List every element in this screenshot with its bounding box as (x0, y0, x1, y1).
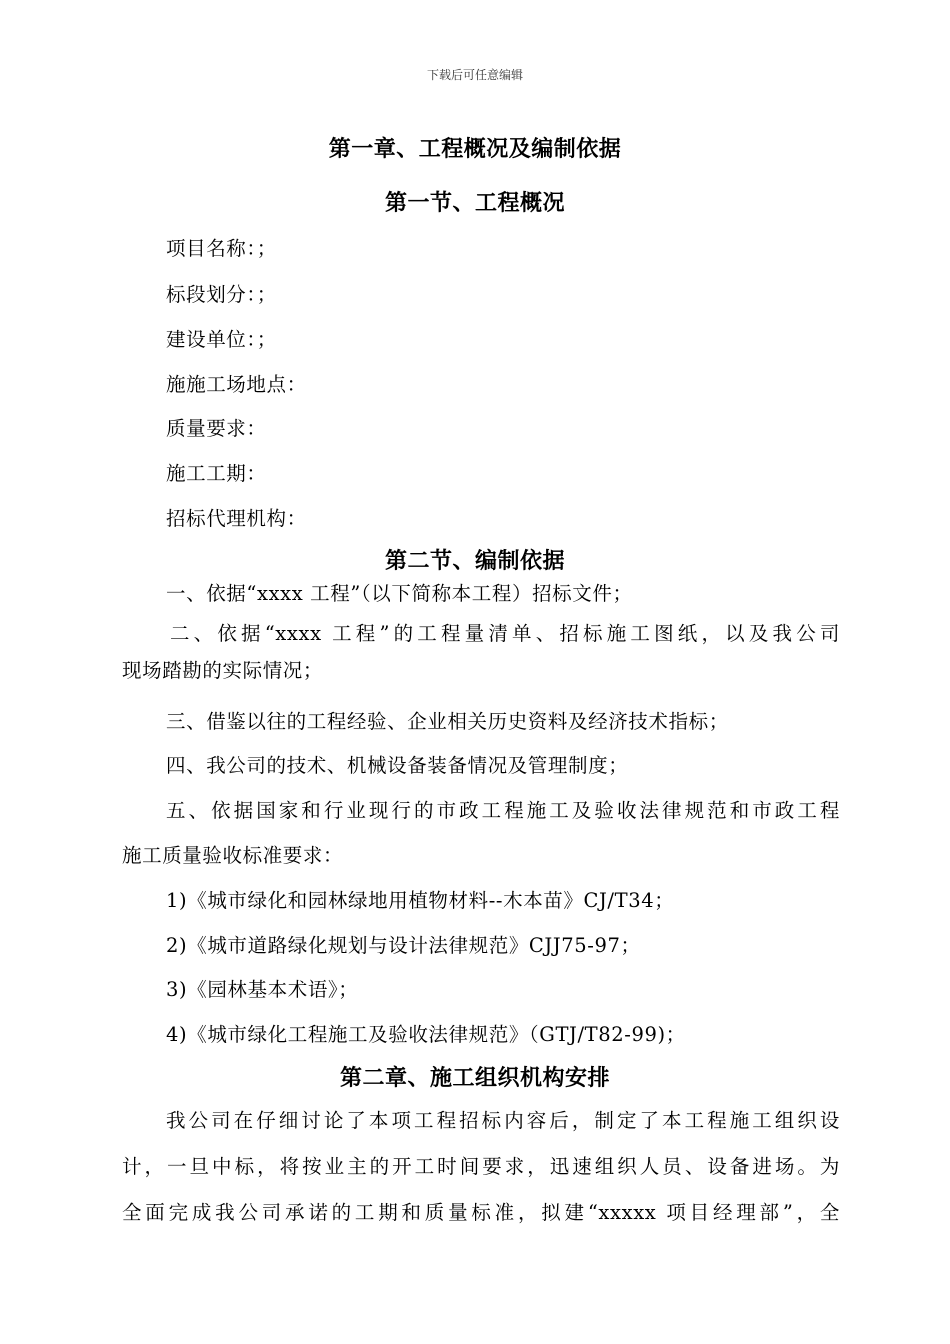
page-header: 下载后可任意编辑 (426, 68, 523, 82)
overview-bid-section: 标段划分：； (166, 283, 277, 306)
standard-item-3: 3)《园林基本术语》； (166, 978, 359, 1001)
basis-item-2-line-2: 现场踏勘的实际情况； (122, 659, 324, 682)
standard-item-2: 2)《城市道路绿化规划与设计法律规范》CJJ75-97； (166, 934, 641, 957)
chapter-2-para-line-3: 全面完成我公司承诺的工期和质量标准，拟建“xxxxx 项目经理部”，全 (122, 1201, 840, 1224)
chapter-1-title: 第一章、工程概况及编制依据 (328, 136, 622, 162)
overview-agency: 招标代理机构： (166, 507, 307, 530)
basis-item-4: 四、我公司的技术、机械设备装备情况及管理制度； (166, 754, 629, 777)
standard-item-1: 1)《城市绿化和园林绿地用植物材料--木本苗》CJ/T34； (166, 889, 675, 912)
basis-item-3: 三、借鉴以往的工程经验、企业相关历史资料及经济技术指标； (166, 710, 729, 733)
chapter-2-para-line-1: 我公司在仔细讨论了本项工程招标内容后，制定了本工程施工组织设 (166, 1109, 840, 1132)
basis-item-5-line-1: 五、依据国家和行业现行的市政工程施工及验收法律规范和市政工程 (166, 799, 840, 822)
overview-project-name: 项目名称：； (166, 237, 277, 260)
section-2-title: 第二节、编制依据 (384, 548, 565, 574)
overview-owner: 建设单位：； (166, 328, 277, 351)
overview-duration: 施工工期： (166, 462, 267, 485)
basis-item-1: 一、依据“xxxx 工程”（以下简称本工程）招标文件； (166, 582, 633, 605)
section-1-title: 第一节、工程概况 (384, 190, 565, 216)
chapter-2-title: 第二章、施工组织机构安排 (339, 1065, 610, 1091)
standard-item-4: 4)《城市绿化工程施工及验收法律规范》（GTJ/T82-99)； (166, 1023, 686, 1046)
chapter-2-para-line-2: 计，一旦中标，将按业主的开工时间要求，迅速组织人员、设备进场。为 (122, 1155, 840, 1178)
overview-quality: 质量要求： (166, 417, 267, 440)
basis-item-2-line-1: 二、依据“xxxx 工程”的工程量清单、招标施工图纸，以及我公司 (170, 622, 840, 645)
overview-site: 施施工场地点： (166, 373, 307, 396)
basis-item-5-line-2: 施工质量验收标准要求： (122, 844, 344, 867)
